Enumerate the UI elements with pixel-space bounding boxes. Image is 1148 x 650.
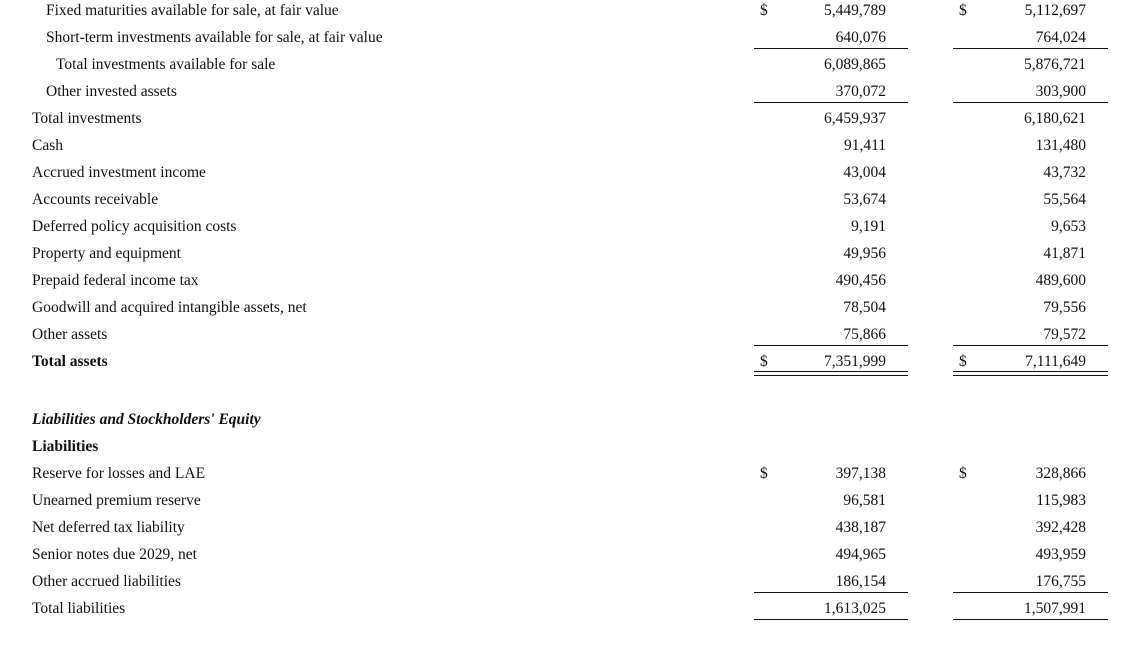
- value-col2: 328,866: [1035, 465, 1086, 482]
- table-row-deferred-policy-costs: [0, 217, 1148, 244]
- row-label: Net deferred tax liability: [32, 519, 185, 536]
- value-col2: 493,959: [1035, 546, 1086, 563]
- row-label: Prepaid federal income tax: [32, 272, 199, 289]
- value-col1: 49,956: [843, 245, 886, 262]
- subtotal-rule: [754, 592, 908, 593]
- table-row-total-liabilities: [0, 599, 1148, 626]
- row-label: Total assets: [32, 353, 108, 370]
- value-col1: 6,459,937: [824, 110, 886, 127]
- dollar-sign: $: [760, 465, 768, 482]
- table-row-prepaid-federal-tax: [0, 271, 1148, 298]
- dollar-sign: $: [760, 353, 768, 370]
- total-rule: [754, 619, 908, 620]
- value-col1: 490,456: [835, 272, 886, 289]
- subtotal-rule: [754, 102, 908, 103]
- table-row-other-assets: [0, 325, 1148, 352]
- table-row-reserve-losses: [0, 464, 1148, 491]
- value-col1: 370,072: [835, 83, 886, 100]
- row-label: Other assets: [32, 326, 108, 343]
- row-label: Senior notes due 2029, net: [32, 546, 197, 563]
- value-col2: 1,507,991: [1024, 600, 1086, 617]
- value-col2: 5,112,697: [1024, 2, 1086, 19]
- dollar-sign: $: [959, 2, 967, 19]
- value-col2: 303,900: [1035, 83, 1086, 100]
- row-label: Cash: [32, 137, 63, 154]
- value-col2: 6,180,621: [1024, 110, 1086, 127]
- subtotal-rule: [754, 48, 908, 49]
- table-row-accounts-receivable: [0, 190, 1148, 217]
- row-label: Accrued investment income: [32, 164, 206, 181]
- value-col2: 764,024: [1035, 29, 1086, 46]
- table-row-total-investments-afs: [0, 55, 1148, 82]
- dollar-sign: $: [959, 465, 967, 482]
- table-row-property-equipment: [0, 244, 1148, 271]
- subtotal-rule: [953, 592, 1108, 593]
- value-col2: 43,732: [1043, 164, 1086, 181]
- value-col1: 53,674: [843, 191, 886, 208]
- value-col2: 489,600: [1035, 272, 1086, 289]
- total-double-rule: [754, 371, 908, 372]
- table-row-goodwill: [0, 298, 1148, 325]
- subtotal-rule: [953, 48, 1108, 49]
- total-double-rule: [754, 375, 908, 376]
- table-row-net-deferred-tax: [0, 518, 1148, 545]
- value-col2: 41,871: [1043, 245, 1086, 262]
- subtotal-rule: [953, 345, 1108, 346]
- section-heading-row: [0, 410, 1148, 437]
- row-label: Other invested assets: [46, 83, 177, 100]
- table-row-other-accrued: [0, 572, 1148, 599]
- row-label: Unearned premium reserve: [32, 492, 201, 509]
- value-col1: 1,613,025: [824, 600, 886, 617]
- table-row-cash: [0, 136, 1148, 163]
- value-col1: 78,504: [843, 299, 886, 316]
- value-col2: 176,755: [1035, 573, 1086, 590]
- value-col1: 6,089,865: [824, 56, 886, 73]
- table-row-accrued-investment-income: [0, 163, 1148, 190]
- subtotal-rule: [953, 102, 1108, 103]
- value-col1: 91,411: [843, 137, 886, 154]
- section-heading: Liabilities and Stockholders' Equity: [32, 411, 261, 428]
- value-col1: 5,449,789: [824, 2, 886, 19]
- table-row-fixed-maturities: [0, 1, 1148, 28]
- value-col1: 7,351,999: [824, 353, 886, 370]
- dollar-sign: $: [959, 353, 967, 370]
- value-col1: 438,187: [835, 519, 886, 536]
- value-col2: 5,876,721: [1024, 56, 1086, 73]
- table-row-senior-notes: [0, 545, 1148, 572]
- subtotal-rule: [754, 345, 908, 346]
- row-label: Reserve for losses and LAE: [32, 465, 206, 482]
- value-col2: 79,556: [1043, 299, 1086, 316]
- table-row-total-investments: [0, 109, 1148, 136]
- total-double-rule: [953, 375, 1108, 376]
- value-col2: 9,653: [1051, 218, 1086, 235]
- value-col1: 9,191: [851, 218, 886, 235]
- value-col2: 79,572: [1043, 326, 1086, 343]
- row-label: Deferred policy acquisition costs: [32, 218, 237, 235]
- value-col1: 494,965: [835, 546, 886, 563]
- value-col1: 640,076: [835, 29, 886, 46]
- total-double-rule: [953, 371, 1108, 372]
- row-label: Other accrued liabilities: [32, 573, 181, 590]
- row-label: Total investments available for sale: [56, 56, 276, 73]
- row-label: Property and equipment: [32, 245, 181, 262]
- subsection-heading-row: [0, 437, 1148, 464]
- row-label: Short-term investments available for sale, at fair value: [46, 29, 383, 46]
- value-col2: 7,111,649: [1025, 353, 1086, 370]
- value-col1: 43,004: [843, 164, 886, 181]
- row-label: Total investments: [32, 110, 142, 127]
- row-label: Fixed maturities available for sale, at fair value: [46, 2, 339, 19]
- subsection-heading: Liabilities: [32, 438, 99, 455]
- row-label: Goodwill and acquired intangible assets, net: [32, 299, 307, 316]
- dollar-sign: $: [760, 2, 768, 19]
- value-col1: 186,154: [835, 573, 886, 590]
- table-row-short-term-investments: [0, 28, 1148, 55]
- value-col1: 397,138: [835, 465, 886, 482]
- row-label: Accounts receivable: [32, 191, 159, 208]
- value-col2: 131,480: [1035, 137, 1086, 154]
- table-row-unearned-premium: [0, 491, 1148, 518]
- total-rule: [953, 619, 1108, 620]
- value-col1: 75,866: [843, 326, 886, 343]
- table-row-other-invested-assets: [0, 82, 1148, 109]
- value-col2: 115,983: [1036, 492, 1086, 509]
- value-col1: 96,581: [843, 492, 886, 509]
- value-col2: 392,428: [1035, 519, 1086, 536]
- value-col2: 55,564: [1043, 191, 1086, 208]
- row-label: Total liabilities: [32, 600, 126, 617]
